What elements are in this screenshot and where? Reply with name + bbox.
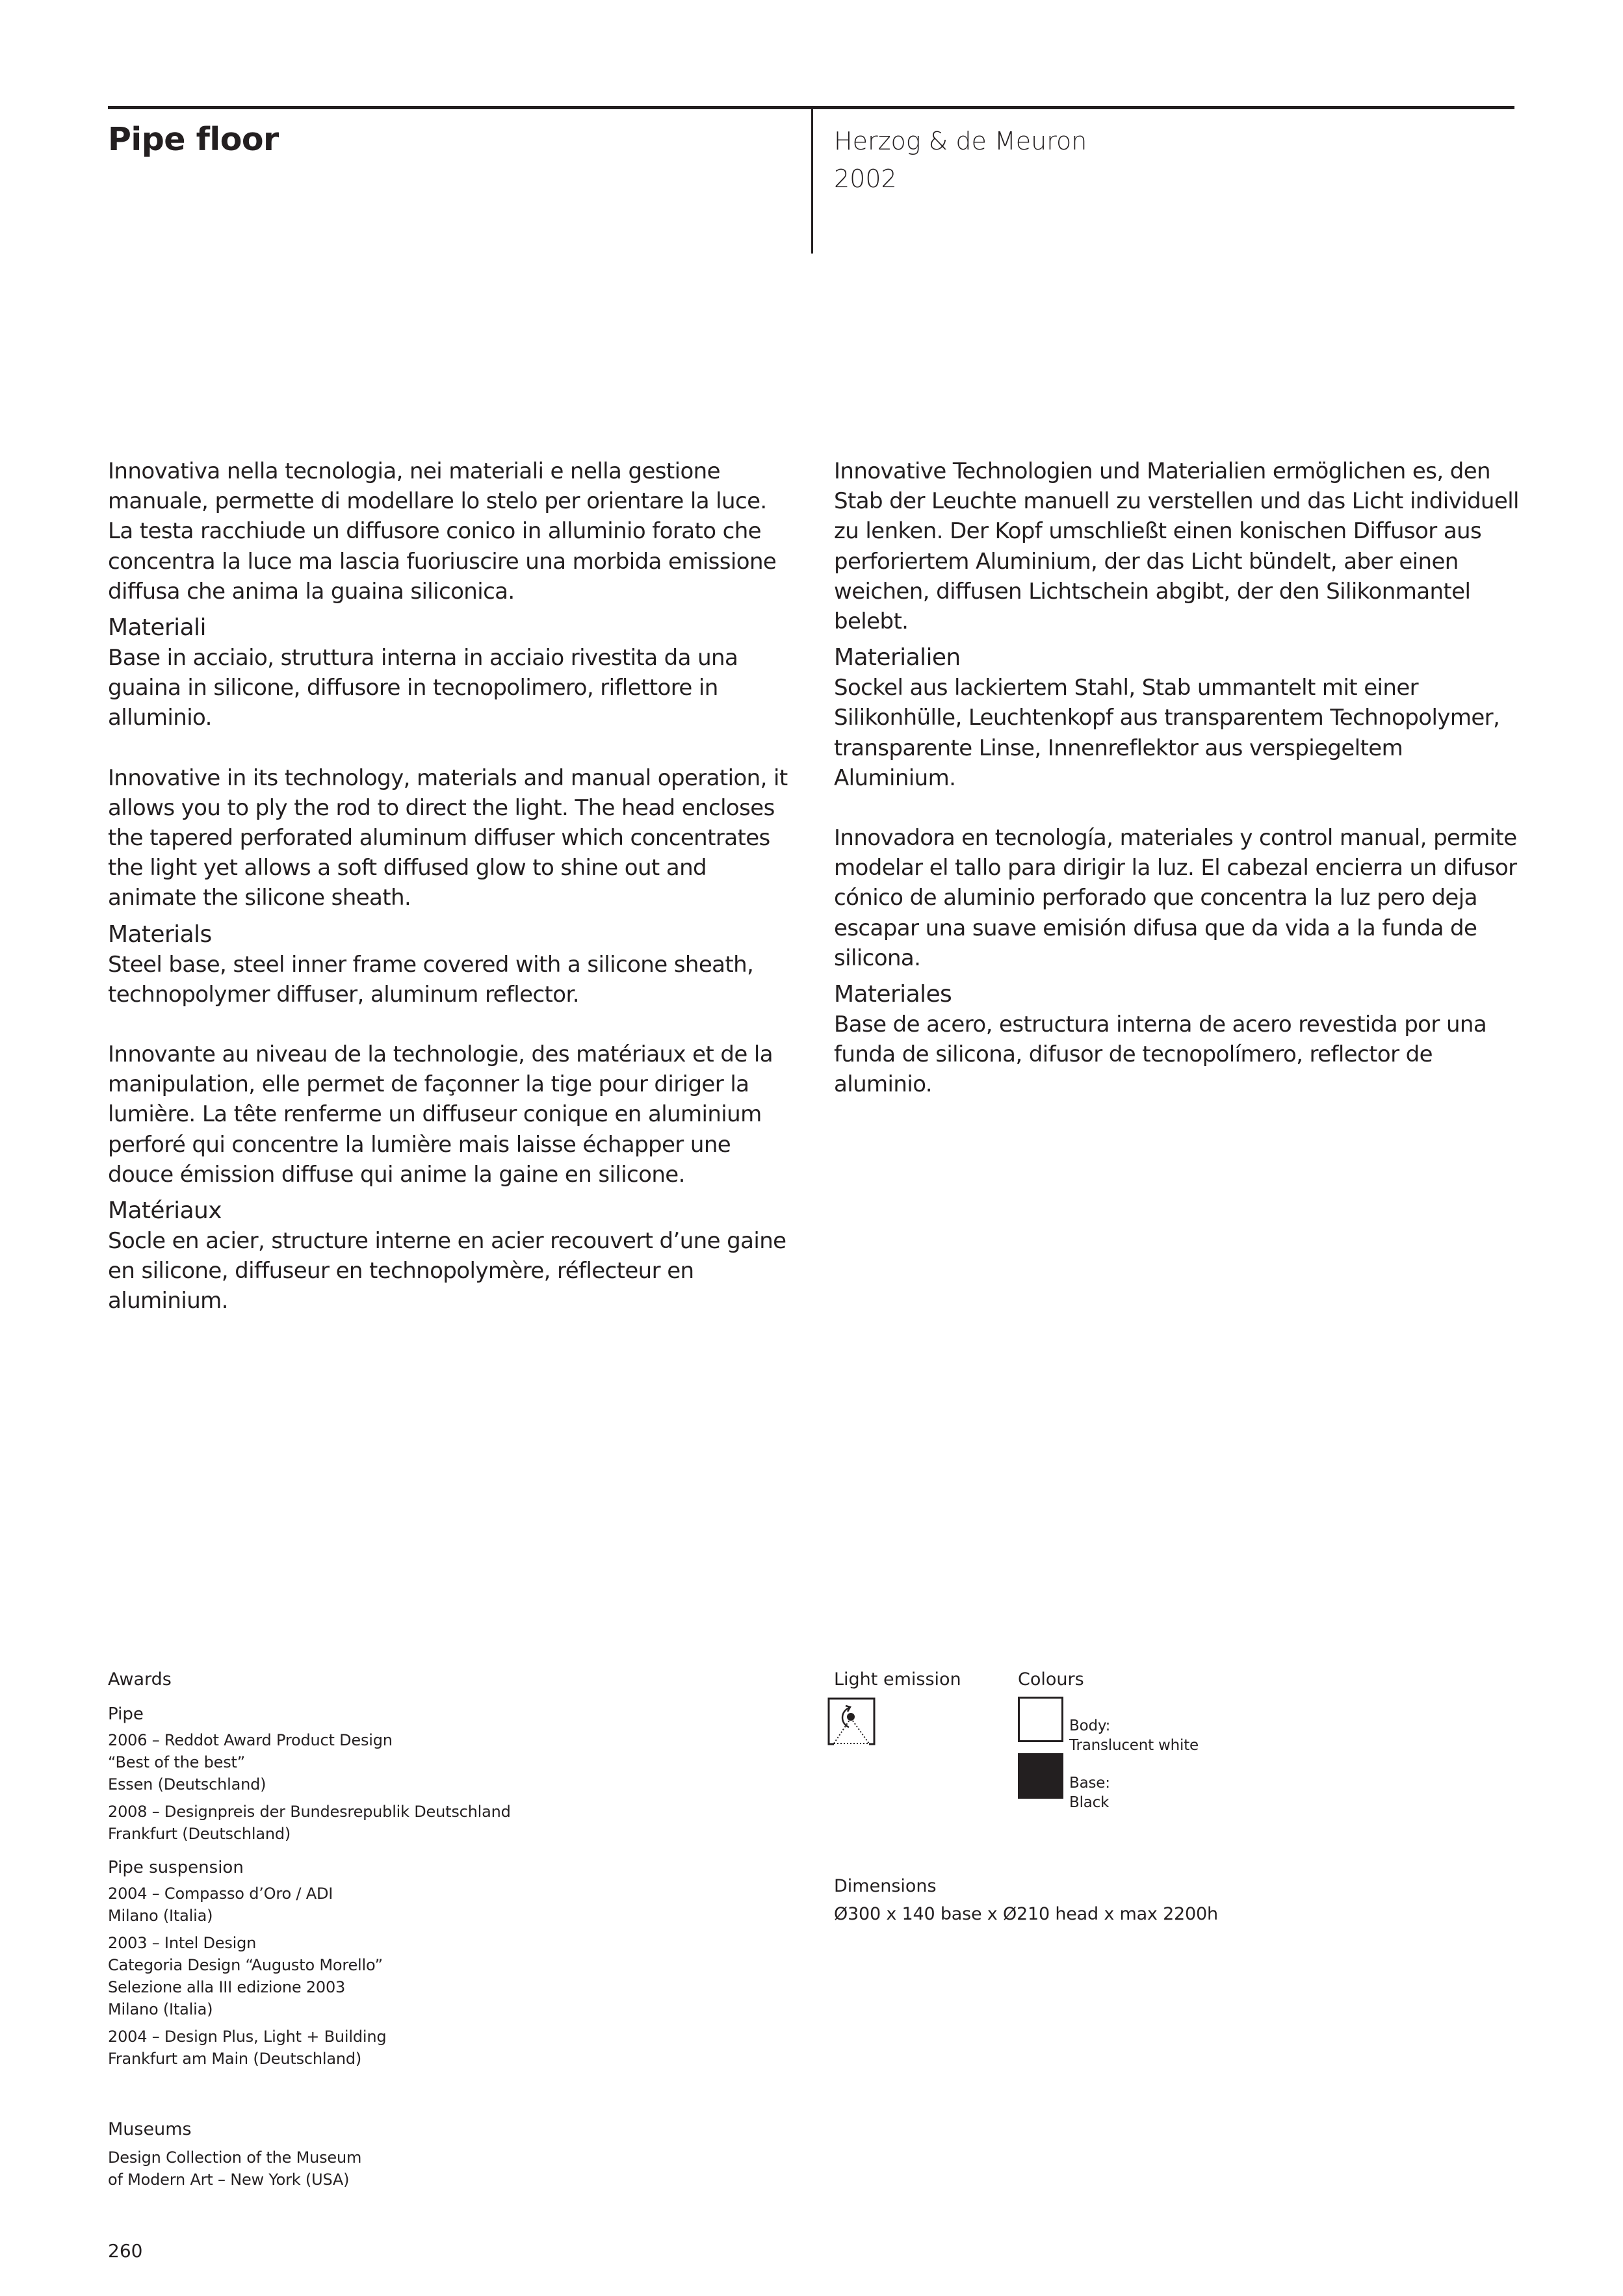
german-materials-heading: Materialien <box>834 644 961 672</box>
light-emission-section <box>834 1668 961 1691</box>
colours-heading: Colours <box>1018 1669 1084 1689</box>
spacer <box>108 1010 797 1039</box>
designer-block <box>834 122 1087 198</box>
dimensions-heading: Dimensions <box>834 1876 937 1896</box>
german-materials: Sockel aus lackiertem Stahl, Stab ummantelt mit einer Silikonhülle, Leuchtenkopf aus transparentem Technopolymer, transparente Linse, Innenreflektor aus verspiegeltem Aluminium. <box>834 675 1500 791</box>
award-line: 2004 – Compasso d’Oro / ADI <box>108 1885 333 1903</box>
museum-line: Design Collection of the Museum <box>108 2148 362 2167</box>
page-number: 260 <box>108 2240 143 2262</box>
adjustable-direct-light-icon <box>827 1697 876 1745</box>
award-entry <box>108 2026 758 2070</box>
award-line: Frankfurt am Main (Deutschland) <box>108 2050 362 2068</box>
award-line: Milano (Italia) <box>108 2000 213 2018</box>
english-materials: Steel base, steel inner frame covered with a silicone sheath, technopolymer diffuser, aluminum reflector. <box>108 951 754 1008</box>
award-group-pipe-suspension <box>108 1857 758 2070</box>
award-line: Essen (Deutschland) <box>108 1775 266 1794</box>
colour-label-body <box>1069 1716 1199 1755</box>
italian-description: Innovativa nella tecnologia, nei materiali e nella gestione manuale, permette di modellare lo stelo per orientare la luce. La testa racchiude un diffusore conico in alluminio forato che concentra la luce ma lascia fuoriuscire una morbida emissione diffusa che anima la guaina siliconica. <box>108 458 777 605</box>
designer-name: Herzog & de Meuron <box>834 127 1087 155</box>
museum-line: of Modern Art – New York (USA) <box>108 2171 350 2189</box>
italian-materials-heading: Materiali <box>108 614 206 642</box>
award-line: 2006 – Reddot Award Product Design <box>108 1731 393 1749</box>
award-line: Categoria Design “Augusto Morello” <box>108 1956 383 1974</box>
award-entry <box>108 1883 758 1927</box>
english-description: Innovative in its technology, materials and manual operation, it allows you to ply the rod to direct the light. The head encloses the tapered perforated aluminum diffuser which concentrates the light yet allows a soft diffused glow to shine out and animate the silicone sheath. <box>108 764 788 911</box>
english-section <box>108 763 797 1010</box>
colour-part: Body: <box>1069 1717 1111 1734</box>
header-divider <box>811 108 813 254</box>
award-group-title: Pipe <box>108 1704 144 1724</box>
spanish-materials: Base de acero, estructura interna de acero revestida por una funda de silicona, difusor de tecnopolímero, reflector de aluminio. <box>834 1011 1487 1098</box>
museums-heading: Museums <box>108 2119 192 2139</box>
colours-section <box>1018 1668 1084 1691</box>
award-line: Selezione alla III edizione 2003 <box>108 1978 346 1996</box>
awards-heading: Awards <box>108 1669 172 1689</box>
award-line: “Best of the best” <box>108 1753 245 1771</box>
awards-section <box>108 1668 758 2081</box>
award-line: Milano (Italia) <box>108 1907 213 1925</box>
french-materials-heading: Matériaux <box>108 1197 222 1225</box>
colour-label-base <box>1069 1773 1110 1812</box>
french-materials: Socle en acier, structure interne en acier recouvert d’une gaine en silicone, diffuseur en technopolymère, réflecteur en aluminium. <box>108 1228 786 1314</box>
page-title: Pipe floor <box>108 121 279 158</box>
colour-name: Translucent white <box>1069 1737 1199 1754</box>
award-group-pipe <box>108 1703 758 1845</box>
colour-name: Black <box>1069 1794 1110 1811</box>
award-entry <box>108 1801 758 1845</box>
design-year: 2002 <box>834 164 897 193</box>
dimensions-value: Ø300 x 140 base x Ø210 head x max 2200h <box>834 1904 1218 1924</box>
museums-section <box>108 2118 361 2191</box>
colour-swatch-black <box>1018 1753 1063 1799</box>
french-description: Innovante au niveau de la technologie, des matériaux et de la manipulation, elle permet de façonner la tige pour diriger la lumière. La tête renferme un diffuseur conique en aluminium perforé qui concentre la lumière mais laisse échapper une douce émission diffuse qui anime la gaine en silicone. <box>108 1041 773 1188</box>
colour-swatch-translucent-white <box>1018 1697 1063 1742</box>
award-group-title: Pipe suspension <box>108 1858 244 1877</box>
left-text-column <box>108 456 797 1316</box>
right-text-column <box>834 456 1529 1100</box>
award-line: 2008 – Designpreis der Bundesrepublik Deutschland <box>108 1803 511 1821</box>
spanish-description: Innovadora en tecnología, materiales y control manual, permite modelar el tallo para dirigir la luz. El cabezal encierra un difusor cónico de aluminio perforado que concentra la luz pero deja escapar una suave emisión difusa que da vida a la funda de silicona. <box>834 825 1517 971</box>
museums-text <box>108 2146 361 2191</box>
italian-section <box>108 456 797 733</box>
award-line: 2004 – Design Plus, Light + Building <box>108 2028 387 2046</box>
german-section <box>834 456 1529 793</box>
italian-materials: Base in acciaio, struttura interna in acciaio rivestita da una guaina in silicone, diffusore in tecnopolimero, riflettore in alluminio. <box>108 645 738 731</box>
award-line: 2003 – Intel Design <box>108 1934 257 1952</box>
award-entry <box>108 1729 758 1795</box>
colour-part: Base: <box>1069 1775 1110 1792</box>
award-line: Frankfurt (Deutschland) <box>108 1825 291 1843</box>
spacer <box>834 793 1529 823</box>
dimensions-section <box>834 1875 1218 1925</box>
german-description: Innovative Technologien und Materialien ermöglichen es, den Stab der Leuchte manuell zu verstellen und das Licht individuell zu lenken. Der Kopf umschließt einen konischen Diffusor aus perforiertem Aluminium, der das Licht bündelt, aber einen weichen, diffusen Lichtschein abgibt, der den Silikonmantel belebt. <box>834 458 1519 635</box>
english-materials-heading: Materials <box>108 920 212 948</box>
light-emission-heading: Light emission <box>834 1669 961 1689</box>
spanish-section <box>834 823 1529 1100</box>
french-section <box>108 1039 797 1316</box>
award-entry <box>108 1932 758 2020</box>
spacer <box>108 733 797 763</box>
spanish-materials-heading: Materiales <box>834 981 952 1008</box>
